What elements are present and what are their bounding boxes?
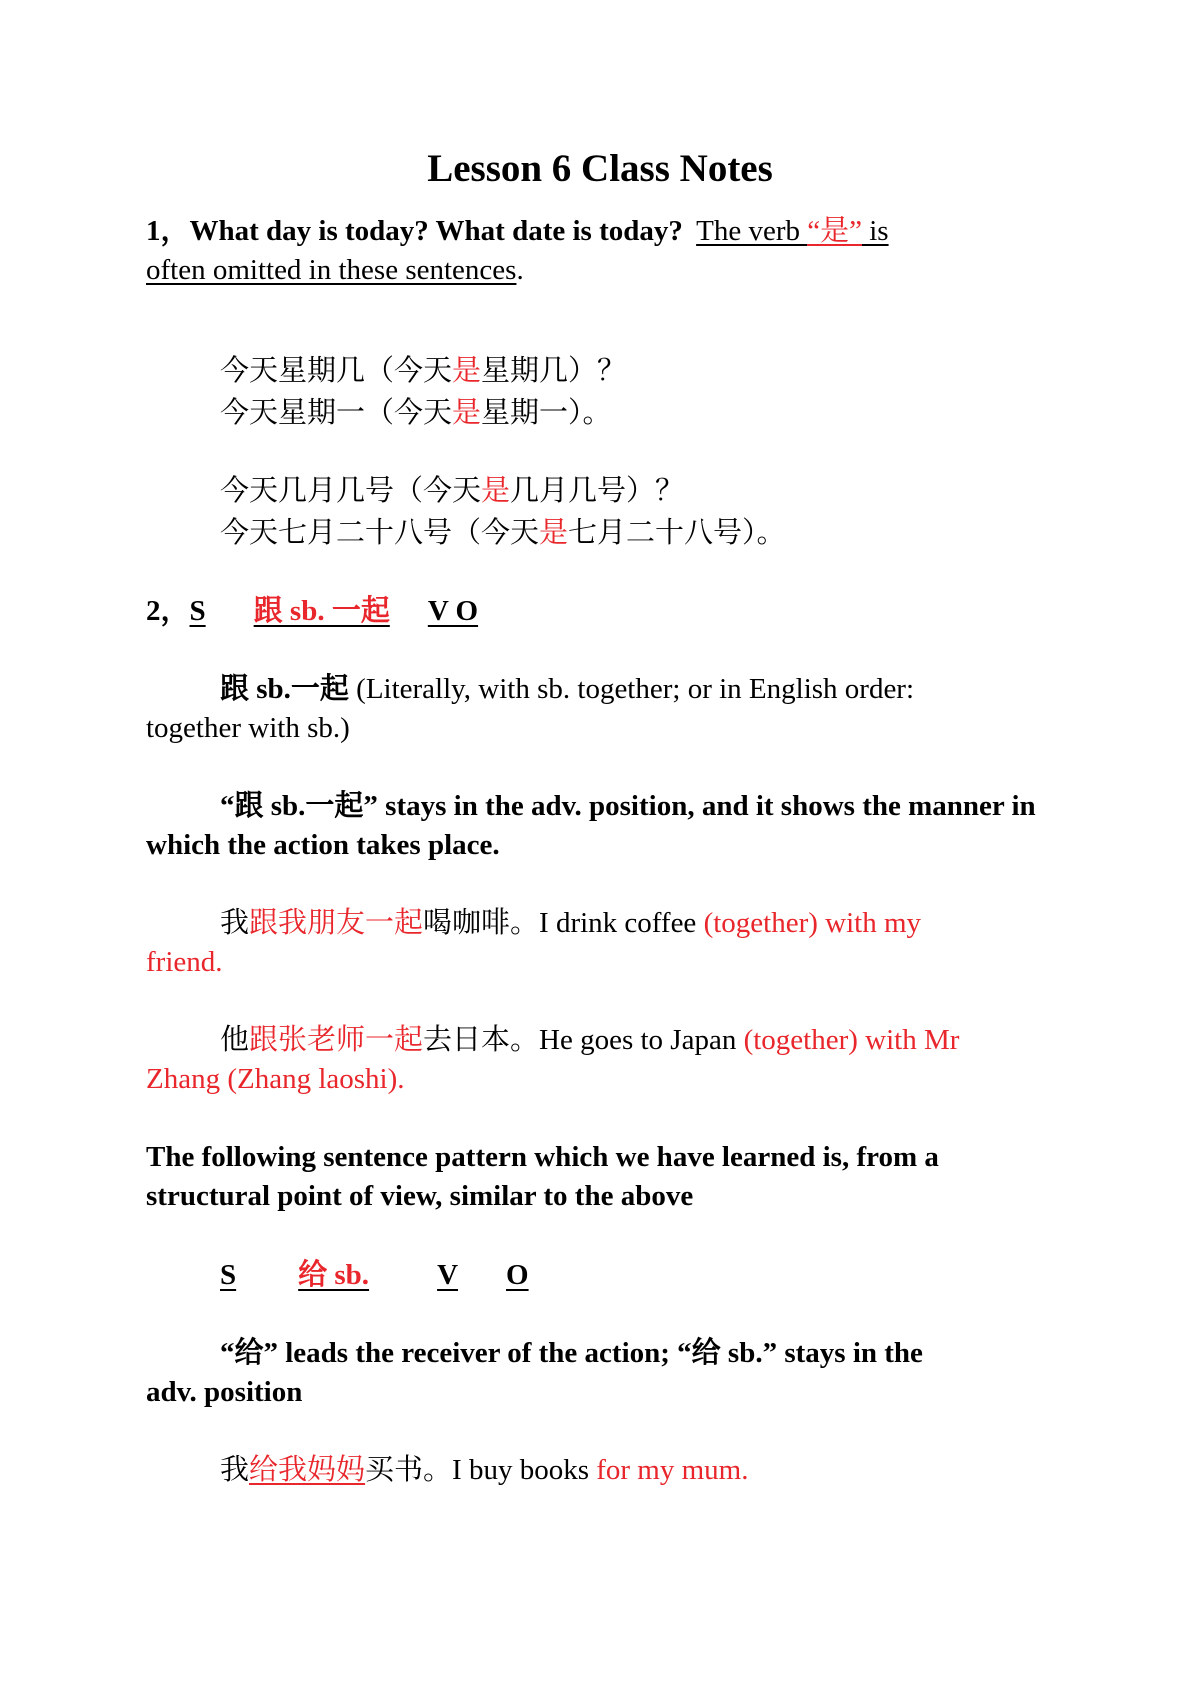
example-line: 今天星期几（今天是星期几）？ bbox=[220, 355, 627, 387]
section-1-number: 1， bbox=[146, 215, 190, 247]
section-1-note-quote: “是” bbox=[807, 215, 862, 247]
section-1-note-c: often omitted in these sentences bbox=[146, 254, 517, 286]
example-group-2 bbox=[220, 470, 1080, 554]
definition-text: (Literally, with sb. together; or in English order: bbox=[348, 673, 915, 705]
rule-1-paragraph: “跟 sb.一起” stays in the adv. position, and it shows the manner in which the action takes place. bbox=[146, 790, 1036, 861]
definition-text-2: together with sb.) bbox=[146, 712, 350, 744]
page-title: Lesson 6 Class Notes bbox=[427, 147, 773, 190]
section-1-note-end: . bbox=[516, 254, 524, 286]
example-sentence-2: 他跟张老师一起去日本。He goes to Japan (together) with Mr Zhang (Zhang laoshi). bbox=[146, 1024, 960, 1095]
section-2-heading bbox=[146, 592, 1066, 631]
example-line: 今天七月二十八号（今天是七月二十八号）。 bbox=[220, 517, 786, 549]
section-1-question: What day is today? What date is today? bbox=[189, 215, 683, 247]
definition-paragraph bbox=[146, 670, 1066, 748]
section-1-note-b: is bbox=[861, 215, 889, 247]
section-1-note-a: The verb bbox=[696, 215, 808, 247]
example-line: 今天星期一（今天是星期一）。 bbox=[220, 397, 612, 429]
definition-term: 跟 sb.一起 bbox=[220, 673, 349, 705]
pattern-s: S 跟 sb. 一起 V O bbox=[189, 595, 479, 627]
rule-2-paragraph: “给” leads the receiver of the action; “给 sb.” stays in the adv. position bbox=[146, 1337, 923, 1408]
section-2-number: 2， bbox=[146, 595, 190, 627]
example-line: 今天几月几号（今天是几月几号）？ bbox=[220, 475, 685, 507]
example-group-1 bbox=[220, 350, 1080, 434]
example-sentence-1: 我跟我朋友一起喝咖啡。I drink coffee (together) with my friend. bbox=[146, 907, 922, 978]
following-paragraph: The following sentence pattern which we have learned is, from a structural point of view, similar to the above bbox=[146, 1141, 939, 1212]
pattern-2: S 给 sb. V O bbox=[220, 1259, 529, 1291]
section-1-heading bbox=[146, 212, 1066, 290]
example-sentence-3: 我给我妈妈买书。I buy books for my mum. bbox=[220, 1454, 749, 1486]
